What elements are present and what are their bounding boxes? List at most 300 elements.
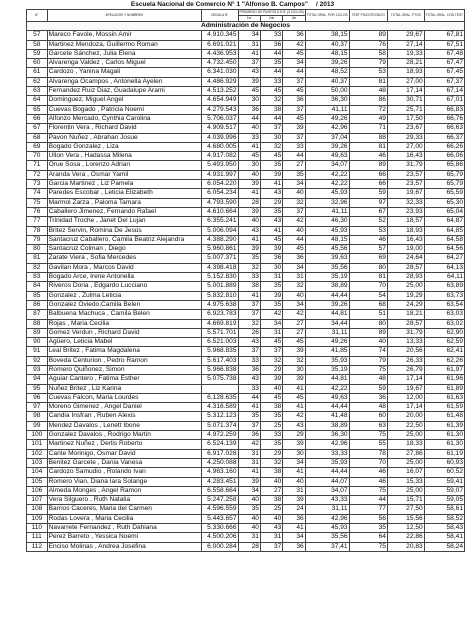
cell-total-points: 15,33 bbox=[387, 477, 424, 486]
cell-total-points: 18,93 bbox=[387, 68, 424, 77]
cell-test-score: 60 bbox=[349, 412, 387, 421]
cell-final-score: 65,79 bbox=[424, 170, 464, 179]
table-row bbox=[27, 496, 465, 505]
table-row bbox=[27, 458, 465, 467]
cell-student-name: Santacruz Caballero, Camila Beatriz Alejandra bbox=[47, 235, 201, 244]
cell-cycle-3: 40 bbox=[283, 226, 305, 235]
cell-test-score: 63 bbox=[349, 421, 387, 430]
cell-id-number: 4.316.589 bbox=[201, 403, 238, 412]
cell-cycle-1: 41 bbox=[238, 291, 260, 300]
cell-cycle-1: 30 bbox=[238, 161, 260, 170]
cell-cycle-3: 44 bbox=[283, 152, 305, 161]
cell-cycle-3: 45 bbox=[283, 87, 305, 96]
table-row bbox=[27, 49, 465, 58]
cell-id-number: 4.279.543 bbox=[201, 105, 238, 114]
col-header-name: APELLIDOS Y NOMBRES bbox=[47, 10, 201, 22]
cell-cycle-1: 33 bbox=[238, 273, 260, 282]
section-title: Administración de Negocios bbox=[27, 22, 465, 31]
cell-cycle-average: 34,07 bbox=[305, 161, 349, 170]
cell-student-name: Cuevas Bogado , Patricia Noemi bbox=[47, 105, 201, 114]
cell-total-points: 13,33 bbox=[387, 338, 424, 347]
cell-student-name: Riveros Doria , Edgardo Lucciano bbox=[47, 282, 201, 291]
cell-final-score: 64,58 bbox=[424, 235, 464, 244]
cell-final-score: 67,37 bbox=[424, 77, 464, 86]
cell-final-score: 63,54 bbox=[424, 300, 464, 309]
cell-number: 96 bbox=[27, 393, 48, 402]
cell-id-number: 6.000.284 bbox=[201, 542, 238, 551]
cell-cycle-2: 33 bbox=[260, 77, 282, 86]
cell-cycle-average: 49,26 bbox=[305, 338, 349, 347]
cell-total-points: 30,71 bbox=[387, 96, 424, 105]
cell-student-name: Ullon Vera , Hadassa Milena bbox=[47, 152, 201, 161]
cell-total-points: 17,14 bbox=[387, 87, 424, 96]
cell-id-number: 4.680.005 bbox=[201, 142, 238, 151]
cell-total-points: 19,29 bbox=[387, 291, 424, 300]
cell-final-score: 61,30 bbox=[424, 440, 464, 449]
cell-number: 106 bbox=[27, 486, 48, 495]
cell-number: 73 bbox=[27, 180, 48, 189]
cell-total-points: 27,14 bbox=[387, 40, 424, 49]
cell-final-score: 66,37 bbox=[424, 133, 464, 142]
cell-cycle-average: 42,22 bbox=[305, 170, 349, 179]
table-row bbox=[27, 393, 465, 402]
cell-total-points: 26,79 bbox=[387, 365, 424, 374]
cell-student-name: Pavon Nuñez , Abrahan Josue bbox=[47, 133, 201, 142]
cell-test-score: 79 bbox=[349, 356, 387, 365]
cell-cycle-1: 41 bbox=[238, 235, 260, 244]
table-row bbox=[27, 477, 465, 486]
table-row bbox=[27, 105, 465, 114]
cell-cycle-average: 42,96 bbox=[305, 514, 349, 523]
cell-cycle-1: 35 bbox=[238, 505, 260, 514]
cell-cycle-3: 34 bbox=[283, 180, 305, 189]
cell-cycle-1: 40 bbox=[238, 124, 260, 133]
cell-cycle-average: 44,07 bbox=[305, 477, 349, 486]
cell-test-score: 53 bbox=[349, 226, 387, 235]
cell-cycle-average: 39,26 bbox=[305, 142, 349, 151]
cell-cycle-3: 42 bbox=[283, 217, 305, 226]
cell-id-number: 5.443.657 bbox=[201, 514, 238, 523]
cell-number: 86 bbox=[27, 300, 48, 309]
cell-cycle-2: 31 bbox=[260, 328, 282, 337]
cell-student-name: Nuñez Britez , Liz Karina bbox=[47, 384, 201, 393]
cell-cycle-1: 30 bbox=[238, 96, 260, 105]
table-row bbox=[27, 403, 465, 412]
cell-cycle-1: 40 bbox=[238, 170, 260, 179]
cell-number: 100 bbox=[27, 431, 48, 440]
cell-id-number: 4.250.088 bbox=[201, 458, 238, 467]
cell-id-number: 4.283.451 bbox=[201, 477, 238, 486]
cell-cycle-1: 33 bbox=[238, 356, 260, 365]
cell-cycle-2: 43 bbox=[260, 189, 282, 198]
cell-id-number: 4.910.345 bbox=[201, 31, 238, 40]
cell-total-points: 20,00 bbox=[387, 412, 424, 421]
cell-cycle-1: 37 bbox=[238, 310, 260, 319]
cell-final-score: 66,76 bbox=[424, 114, 464, 123]
cell-test-score: 75 bbox=[349, 431, 387, 440]
cell-cycle-1: 39 bbox=[238, 207, 260, 216]
cell-cycle-3: 39 bbox=[283, 124, 305, 133]
cell-cycle-3: 34 bbox=[283, 263, 305, 272]
cell-total-points: 28,93 bbox=[387, 273, 424, 282]
cell-final-score: 67,48 bbox=[424, 49, 464, 58]
cell-id-number: 4.513.252 bbox=[201, 87, 238, 96]
cell-cycle-3: 37 bbox=[283, 105, 305, 114]
year-label: / 2013 bbox=[316, 1, 335, 8]
cell-cycle-average: 39,63 bbox=[305, 254, 349, 263]
cell-cycle-3: 32 bbox=[283, 356, 305, 365]
cell-id-number: 5.247.258 bbox=[201, 496, 238, 505]
cell-number: 62 bbox=[27, 77, 48, 86]
cell-cycle-2: 33 bbox=[260, 31, 282, 40]
cell-id-number: 5.075.738 bbox=[201, 375, 238, 384]
cell-total-points: 28,57 bbox=[387, 263, 424, 272]
cell-cycle-2: 37 bbox=[260, 124, 282, 133]
cell-final-score: 58,61 bbox=[424, 505, 464, 514]
cell-cycle-1: 26 bbox=[238, 328, 260, 337]
cell-cycle-average: 41,11 bbox=[305, 105, 349, 114]
table-row bbox=[27, 505, 465, 514]
cell-total-points: 23,57 bbox=[387, 170, 424, 179]
cell-cycle-3: 45 bbox=[283, 245, 305, 254]
cell-final-score: 61,63 bbox=[424, 393, 464, 402]
cell-id-number: 4.931.997 bbox=[201, 170, 238, 179]
table-row bbox=[27, 124, 465, 133]
cell-total-points: 20,56 bbox=[387, 347, 424, 356]
cell-cycle-3: 34 bbox=[283, 59, 305, 68]
cell-test-score: 80 bbox=[349, 263, 387, 272]
cell-student-name: Moreno Gimenez , Angel Daniel bbox=[47, 403, 201, 412]
cell-number: 105 bbox=[27, 477, 48, 486]
cell-test-score: 76 bbox=[349, 40, 387, 49]
cell-test-score: 70 bbox=[349, 458, 387, 467]
cell-test-score: 46 bbox=[349, 477, 387, 486]
cell-id-number: 6.524.139 bbox=[201, 440, 238, 449]
cell-student-name: Enciso Molinas , Andrea Josefina bbox=[47, 542, 201, 551]
cell-id-number: 4.669.819 bbox=[201, 319, 238, 328]
cell-final-score: 59,41 bbox=[424, 477, 464, 486]
cell-cycle-average: 45,56 bbox=[305, 245, 349, 254]
cell-total-points: 29,67 bbox=[387, 31, 424, 40]
cell-number: 75 bbox=[27, 198, 48, 207]
table-row bbox=[27, 152, 465, 161]
cell-cycle-1: 42 bbox=[238, 440, 260, 449]
cell-cycle-3: 35 bbox=[283, 170, 305, 179]
cell-id-number: 4.654.949 bbox=[201, 96, 238, 105]
cell-cycle-1: 43 bbox=[238, 338, 260, 347]
cell-number: 87 bbox=[27, 310, 48, 319]
table-row bbox=[27, 468, 465, 477]
table-row bbox=[27, 235, 465, 244]
cell-final-score: 66,06 bbox=[424, 152, 464, 161]
table-row bbox=[27, 486, 465, 495]
col-header-avg: TOTAL GRAL. POR CICLOS bbox=[305, 10, 349, 22]
table-row bbox=[27, 87, 465, 96]
cell-cycle-average: 31,11 bbox=[305, 505, 349, 514]
cell-cycle-1: 28 bbox=[238, 542, 260, 551]
cell-total-points: 27,50 bbox=[387, 505, 424, 514]
cell-id-number: 5.617.403 bbox=[201, 356, 238, 365]
cell-total-points: 17,14 bbox=[387, 375, 424, 384]
cell-student-name: Paredes Escobar , Leticia Elizabeth bbox=[47, 189, 201, 198]
cell-id-number: 5.330.666 bbox=[201, 524, 238, 533]
cell-test-score: 48 bbox=[349, 375, 387, 384]
cell-cycle-3: 36 bbox=[283, 542, 305, 551]
cell-cycle-3: 34 bbox=[283, 533, 305, 542]
cell-cycle-average: 42,22 bbox=[305, 384, 349, 393]
cell-id-number: 5.493.950 bbox=[201, 161, 238, 170]
cell-student-name: Florentin Vera , Richard David bbox=[47, 124, 201, 133]
cell-test-score: 75 bbox=[349, 486, 387, 495]
cell-cycle-average: 49,26 bbox=[305, 114, 349, 123]
cell-cycle-2: 32 bbox=[260, 142, 282, 151]
table-row bbox=[27, 133, 465, 142]
cell-number: 89 bbox=[27, 328, 48, 337]
cell-id-number: 4.039.996 bbox=[201, 133, 238, 142]
cell-final-score: 64,85 bbox=[424, 226, 464, 235]
cell-total-points: 25,00 bbox=[387, 282, 424, 291]
cell-cycle-1: 37 bbox=[238, 347, 260, 356]
cell-cycle-1: 39 bbox=[238, 77, 260, 86]
cell-number: 76 bbox=[27, 207, 48, 216]
cell-cycle-1: 31 bbox=[238, 458, 260, 467]
cell-number: 67 bbox=[27, 124, 48, 133]
cell-final-score: 61,19 bbox=[424, 449, 464, 458]
cell-number: 108 bbox=[27, 505, 48, 514]
cell-cycle-2: 29 bbox=[260, 449, 282, 458]
cell-cycle-1: 45 bbox=[238, 87, 260, 96]
cell-total-points: 25,71 bbox=[387, 105, 424, 114]
table-row bbox=[27, 198, 465, 207]
cell-cycle-1: 34 bbox=[238, 31, 260, 40]
cell-test-score: 89 bbox=[349, 31, 387, 40]
cell-student-name: Aguiar Cantero , Fatima Esther bbox=[47, 375, 201, 384]
cell-cycle-3: 39 bbox=[283, 440, 305, 449]
table-row bbox=[27, 319, 465, 328]
table-row bbox=[27, 68, 465, 77]
cell-final-score: 64,56 bbox=[424, 245, 464, 254]
cell-cycle-2: 39 bbox=[260, 245, 282, 254]
cell-final-score: 61,89 bbox=[424, 384, 464, 393]
cell-number: 99 bbox=[27, 421, 48, 430]
cell-final-score: 63,03 bbox=[424, 310, 464, 319]
cell-student-name: Barrios Caceres, Maria del Carmen bbox=[47, 505, 201, 514]
cell-test-score: 68 bbox=[349, 300, 387, 309]
cell-total-points: 18,33 bbox=[387, 440, 424, 449]
cell-cycle-3: 42 bbox=[283, 412, 305, 421]
cell-cycle-3: 42 bbox=[283, 40, 305, 49]
cell-cycle-1: 31 bbox=[238, 449, 260, 458]
cell-cycle-2: 45 bbox=[260, 152, 282, 161]
cell-id-number: 5.706.037 bbox=[201, 114, 238, 123]
cell-cycle-2: 43 bbox=[260, 217, 282, 226]
table-row bbox=[27, 189, 465, 198]
cell-total-points: 20,83 bbox=[387, 542, 424, 551]
cell-test-score: 70 bbox=[349, 282, 387, 291]
table-row bbox=[27, 40, 465, 49]
cell-cycle-2: 31 bbox=[260, 533, 282, 542]
cell-number: 107 bbox=[27, 496, 48, 505]
cell-cycle-2: 31 bbox=[260, 273, 282, 282]
cell-final-score: 63,73 bbox=[424, 291, 464, 300]
cell-total-points: 12,00 bbox=[387, 393, 424, 402]
cell-student-name: Benitez Garcete , Dania Vanesa bbox=[47, 458, 201, 467]
cell-test-score: 79 bbox=[349, 59, 387, 68]
cell-cycle-average: 48,15 bbox=[305, 49, 349, 58]
cell-final-score: 58,43 bbox=[424, 524, 464, 533]
cell-number: 83 bbox=[27, 273, 48, 282]
table-row bbox=[27, 161, 465, 170]
cell-test-score: 66 bbox=[349, 180, 387, 189]
cell-student-name: Boveda Centurion , Pedro Ramon bbox=[47, 356, 201, 365]
cell-final-score: 62,26 bbox=[424, 356, 464, 365]
cell-total-points: 22,50 bbox=[387, 421, 424, 430]
table-row bbox=[27, 375, 465, 384]
cell-cycle-2: 38 bbox=[260, 468, 282, 477]
cell-cycle-average: 46,30 bbox=[305, 217, 349, 226]
cell-total-points: 18,57 bbox=[387, 217, 424, 226]
cell-cycle-average: 36,30 bbox=[305, 96, 349, 105]
cell-cycle-1: 33 bbox=[238, 133, 260, 142]
table-row bbox=[27, 31, 465, 40]
cell-final-score: 65,79 bbox=[424, 180, 464, 189]
col-header-total2: TOTAL GRAL. CON TEST bbox=[424, 10, 464, 22]
cell-final-score: 62,41 bbox=[424, 347, 464, 356]
cell-student-name: Alvarenga Valdez , Carlos Miguel bbox=[47, 59, 201, 68]
cell-cycle-2: 25 bbox=[260, 505, 282, 514]
cell-total-points: 28,21 bbox=[387, 59, 424, 68]
cell-id-number: 5.152.830 bbox=[201, 273, 238, 282]
cell-cycle-2: 45 bbox=[260, 235, 282, 244]
cell-final-score: 58,24 bbox=[424, 542, 464, 551]
table-row bbox=[27, 431, 465, 440]
cell-cycle-average: 41,48 bbox=[305, 412, 349, 421]
table-row bbox=[27, 440, 465, 449]
cell-cycle-average: 34,44 bbox=[305, 319, 349, 328]
cell-id-number: 6.521.003 bbox=[201, 338, 238, 347]
cell-cycle-2: 25 bbox=[260, 421, 282, 430]
cell-number: 65 bbox=[27, 105, 48, 114]
cell-cycle-3: 27 bbox=[283, 319, 305, 328]
cell-cycle-2: 35 bbox=[260, 207, 282, 216]
cell-cycle-3: 41 bbox=[283, 468, 305, 477]
cell-final-score: 61,39 bbox=[424, 421, 464, 430]
cell-total-points: 24,29 bbox=[387, 300, 424, 309]
cell-cycle-average: 44,81 bbox=[305, 375, 349, 384]
cell-student-name: Caballero Jimenez, Fernando Rafael bbox=[47, 207, 201, 216]
cell-cycle-2: 39 bbox=[260, 170, 282, 179]
cell-cycle-3: 36 bbox=[283, 31, 305, 40]
cell-cycle-1: 41 bbox=[238, 142, 260, 151]
cell-final-score: 65,30 bbox=[424, 198, 464, 207]
cell-test-score: 56 bbox=[349, 514, 387, 523]
cell-cycle-2: 30 bbox=[260, 133, 282, 142]
cell-cycle-1: 34 bbox=[238, 486, 260, 495]
cell-final-score: 61,59 bbox=[424, 403, 464, 412]
cell-cycle-3: 37 bbox=[283, 77, 305, 86]
cell-cycle-2: 34 bbox=[260, 319, 282, 328]
cell-test-score: 72 bbox=[349, 105, 387, 114]
cell-cycle-2: 35 bbox=[260, 59, 282, 68]
table-row bbox=[27, 291, 465, 300]
cell-cycle-average: 44,44 bbox=[305, 403, 349, 412]
cell-cycle-3: 29 bbox=[283, 431, 305, 440]
table-row bbox=[27, 114, 465, 123]
cell-final-score: 62,59 bbox=[424, 338, 464, 347]
cell-student-name: Perez Barreto , Yessica Noemi bbox=[47, 533, 201, 542]
cell-student-name: Navarrete Fernandez , Ruth Dahiana bbox=[47, 524, 201, 533]
cell-number: 110 bbox=[27, 524, 48, 533]
cell-cycle-average: 35,56 bbox=[305, 533, 349, 542]
cell-cycle-2: 35 bbox=[260, 412, 282, 421]
cell-test-score: 46 bbox=[349, 235, 387, 244]
cell-student-name: Cardozo Samudio , Rolando Ivan bbox=[47, 468, 201, 477]
cell-total-points: 12,50 bbox=[387, 524, 424, 533]
cell-student-name: Alfonzo Mercado, Cynthia Carolina bbox=[47, 114, 201, 123]
cell-total-points: 19,00 bbox=[387, 245, 424, 254]
cell-cycle-3: 37 bbox=[283, 207, 305, 216]
cell-number: 97 bbox=[27, 403, 48, 412]
cell-cycle-3: 34 bbox=[283, 300, 305, 309]
cell-final-score: 61,96 bbox=[424, 375, 464, 384]
cell-id-number: 5.832.810 bbox=[201, 291, 238, 300]
cell-cycle-3: 27 bbox=[283, 328, 305, 337]
cell-number: 85 bbox=[27, 291, 48, 300]
table-row bbox=[27, 533, 465, 542]
cell-cycle-average: 41,85 bbox=[305, 347, 349, 356]
cell-student-name: Agüero, Leticia Mabel bbox=[47, 338, 201, 347]
cell-student-name: Rodas Lovera , Maria Cecilia bbox=[47, 514, 201, 523]
cell-id-number: 4.398.418 bbox=[201, 263, 238, 272]
cell-cycle-3: 45 bbox=[283, 338, 305, 347]
cell-total-points: 25,00 bbox=[387, 431, 424, 440]
cell-id-number: 6.355.241 bbox=[201, 217, 238, 226]
cell-cycle-2: 32 bbox=[260, 458, 282, 467]
cell-cycle-2: 38 bbox=[260, 105, 282, 114]
col-header-eval: TEST PSICOTECNICO bbox=[349, 10, 387, 22]
table-row bbox=[27, 310, 465, 319]
cell-number: 61 bbox=[27, 68, 48, 77]
cell-id-number: 5.571.701 bbox=[201, 328, 238, 337]
cell-cycle-average: 43,33 bbox=[305, 496, 349, 505]
cell-cycle-1: 43 bbox=[238, 68, 260, 77]
cell-test-score: 48 bbox=[349, 403, 387, 412]
cell-id-number: 5.312.123 bbox=[201, 412, 238, 421]
cell-student-name: Dominguez, Miguel Angel bbox=[47, 96, 201, 105]
cell-cycle-3: 44 bbox=[283, 235, 305, 244]
cell-total-points: 15,71 bbox=[387, 496, 424, 505]
cell-test-score: 89 bbox=[349, 161, 387, 170]
col-header-total: TOTAL GRAL. PTOS bbox=[387, 10, 424, 22]
cell-cycle-average: 37,04 bbox=[305, 133, 349, 142]
cell-final-score: 63,02 bbox=[424, 319, 464, 328]
cell-number: 81 bbox=[27, 254, 48, 263]
cell-id-number: 4.975.638 bbox=[201, 300, 238, 309]
cell-number: 70 bbox=[27, 152, 48, 161]
cell-final-score: 66,63 bbox=[424, 124, 464, 133]
cell-cycle-3: 30 bbox=[283, 449, 305, 458]
cell-number: 98 bbox=[27, 412, 48, 421]
table-row bbox=[27, 263, 465, 272]
table-row bbox=[27, 226, 465, 235]
cell-cycle-2: 42 bbox=[260, 310, 282, 319]
table-row bbox=[27, 338, 465, 347]
cell-test-score: 74 bbox=[349, 347, 387, 356]
cell-cycle-3: 44 bbox=[283, 68, 305, 77]
cell-cycle-average: 45,93 bbox=[305, 189, 349, 198]
cell-cycle-3: 41 bbox=[283, 384, 305, 393]
cell-cycle-1: 32 bbox=[238, 319, 260, 328]
